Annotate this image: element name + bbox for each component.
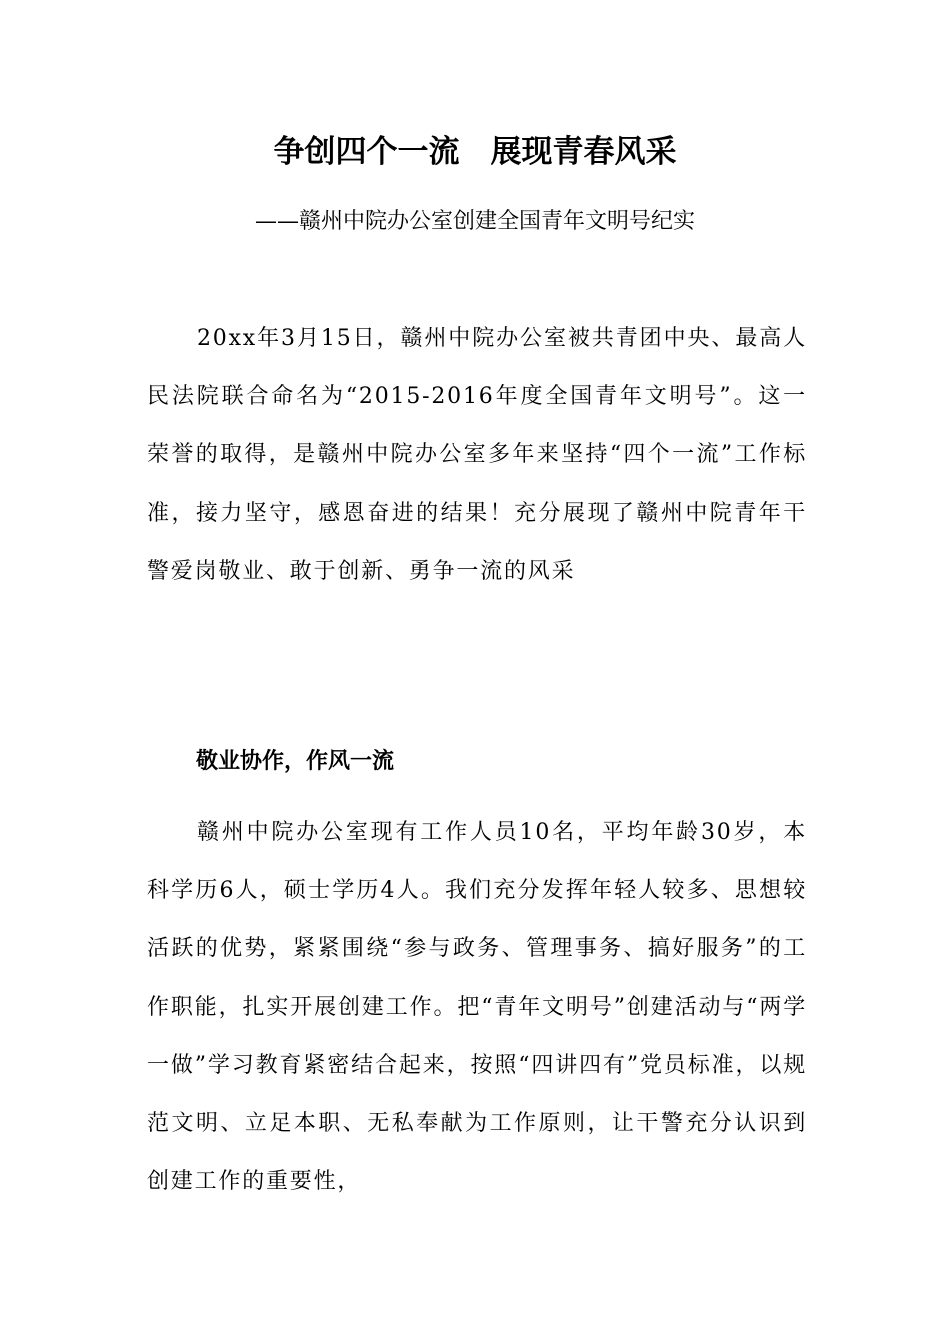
document-subtitle: ——赣州中院办公室创建全国青年文明号纪实 — [254, 209, 695, 234]
intro-paragraph: 20xx年3月15日，赣州中院办公室被共青团中央、最高人民法院联合命名为“2015-2016年度全国青年文明号”。这一荣誉的取得，是赣州中院办公室多年来坚持“四个一流”工作标准，接力坚守，感恩奋进的结果！充分展现了赣州中院青年干警爱岗敬业、敢于创新、勇争一流的风采 — [147, 326, 807, 584]
document-title: 争创四个一流 展现青春风采 — [273, 134, 677, 170]
section-paragraph: 赣州中院办公室现有工作人员10名，平均年龄30岁，本科学历6人，硕士学历4人。我们充分发挥年轻人较多、思想较活跃的优势，紧紧围绕“参与政务、管理事务、搞好服务”的工作职能，扎实开展创建工作。把“青年文明号”创建活动与“两学一做”学习教育紧密结合起来，按照“四讲四有”党员标准，以规范文明、立足本职、无私奉献为工作原则，让干警充分认识到创建工作的重要性， — [147, 820, 807, 1195]
section-heading: 敬业协作，作风一流 — [196, 749, 395, 774]
